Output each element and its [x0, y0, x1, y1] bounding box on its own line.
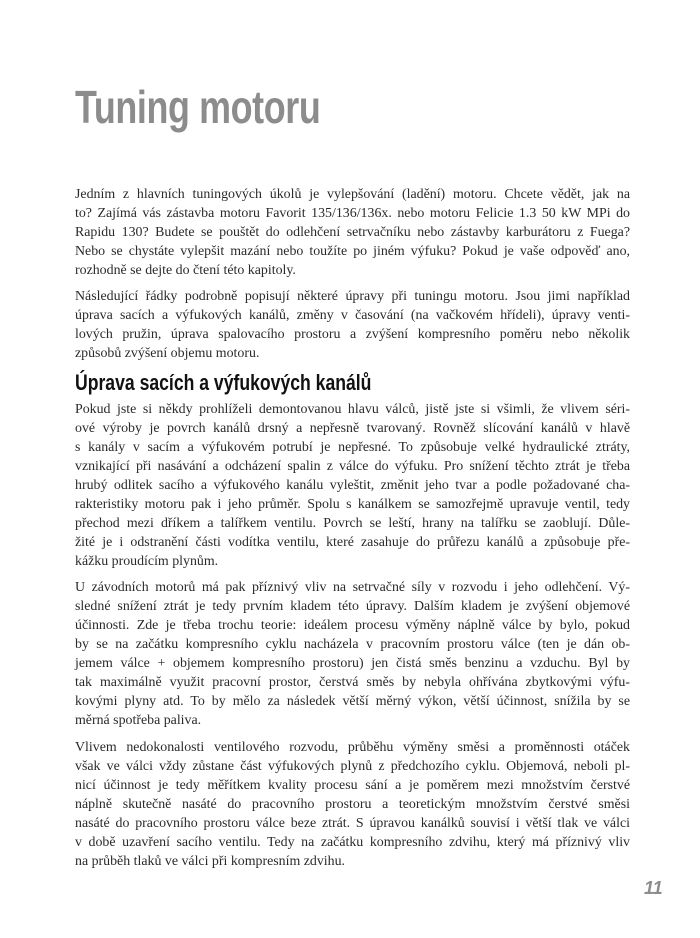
- text-line: na průběh tlaků ve válci při kompresním zdvihu.: [75, 854, 346, 869]
- text-line: Pokud jste si někdy prohlíželi demontovanou hlavu válců, jistě jste si všimli, že vlivem séri-: [75, 402, 630, 417]
- text-line: účinnosti. Zde je třeba trochu teorie: ideálem procesu výměny náplně válce by bylo, pokud: [75, 618, 630, 633]
- text-line: hrubý odlitek sacího a výfukového kanálu vyleštit, změnit jeho tvar a podle požadované cha-: [75, 478, 630, 493]
- section-heading: Úprava sacích a výfukových kanálů: [75, 370, 372, 395]
- text-line: rakteristiky motoru pak i jeho průměr. Spolu s kanálkem se samozřejmě upravuje ventil, tedy: [75, 497, 630, 512]
- text-line: s kanály v sacím a výfukovém potrubí je nepřesné. To způsobuje velké hydraulické ztráty,: [75, 440, 630, 455]
- text-line: ové výroby je povrch kanálů drsný a nepřesně tvarovaný. Rovněž slícování kanálů v hlavě: [75, 421, 630, 436]
- intro-paragraph-1: [75, 185, 630, 280]
- text-line: nasáté do pracovního prostoru válce beze ztrát. S úpravou kanálků souvisí i větší tlak ve válci: [75, 816, 630, 831]
- text-line: tak maximálně využit pracovní prostor, čerstvá směs by nebyla ohřívána zbytkovými výfu-: [75, 675, 630, 690]
- text-line: to? Zajímá vás zástavba motoru Favorit 135/136/136x. nebo motoru Felicie 1.3 50 kW MPi do: [75, 206, 630, 221]
- page-title: Tuning motoru: [75, 81, 321, 133]
- text-line: Jedním z hlavních tuningových úkolů je vylepšování (ladění) motoru. Chcete vědět, jak na: [75, 187, 630, 202]
- text-line: kážku proudícím plynům.: [75, 554, 219, 569]
- text-line: žité je i odstranění části vodítka ventilu, které zasahuje do průřezu kanálů a způsobuje pře-: [75, 535, 630, 550]
- text-line: sledné snížení ztrát je tedy prvním kladem této úpravy. Dalším kladem je zvýšení objemové: [75, 599, 630, 614]
- text-line: kovými plyny atd. To by mělo za následek větší měrný výkon, větší účinnost, snížila by se: [75, 694, 630, 709]
- text-line: Vlivem nedokonalosti ventilového rozvodu, průběhu výměny směsi a proměnnosti otáček: [75, 740, 630, 755]
- text-line: Nebo se chystáte vylepšit mazání nebo toužíte po jiném výfuku? Pokud je vaše odpověď ano,: [75, 244, 630, 259]
- text-line: v době uzavření sacího ventilu. Tedy na začátku kompresního zdvihu, který má příznivý vliv: [75, 835, 630, 850]
- text-line: však ve válci vždy zůstane část výfukových plynů z předchozího cyklu. Objemová, neboli pl-: [75, 759, 630, 774]
- text-line: přechod mezi dříkem a talířkem ventilu. Povrch se leští, hrany na talířku se zaoblují. Důle-: [75, 516, 630, 531]
- text-line: U závodních motorů má pak příznivý vliv na setrvačné síly v rozvodu i jeho odlehčení. Vý-: [75, 580, 630, 595]
- text-line: nicí účinnost je tedy měřítkem kvality procesu sání a je poměrem mezi množstvím čerstvé: [75, 778, 630, 793]
- text-line: rozhodně se dejte do čtení této kapitoly.: [75, 263, 296, 278]
- text-line: jemem válce + objemem kompresního prostoru) jen čistá směs benzinu a vzduchu. Byl by: [75, 656, 630, 671]
- text-line: by se na začátku kompresního cyklu nacházela v pracovním prostoru válce (ten je dán ob-: [75, 637, 630, 652]
- text-line: náplně skutečně nasáté do pracovního prostoru a teoretickým množstvím čerstvé směsi: [75, 797, 630, 812]
- text-line: Rapidu 130? Budete se pouštět do odlehčení setrvačníku nebo zástavby karburátoru z Fuega?: [75, 225, 630, 240]
- section-paragraph-2: [75, 578, 630, 730]
- intro-paragraph-2: [75, 287, 630, 363]
- text-line: úprava sacích a výfukových kanálů, změny v časování (na vačkovém hřídeli), úpravy venti-: [75, 308, 630, 323]
- page-number: 11: [644, 878, 663, 898]
- text-line: měrná spotřeba paliva.: [75, 713, 202, 728]
- section-paragraph-1: [75, 400, 630, 571]
- text-line: vznikající při nasávání a odcházení spalin z válce do výfuku. Pro snížení těchto ztrát je třeba: [75, 459, 630, 474]
- section-paragraph-3: [75, 738, 630, 871]
- text-line: způsobů zvýšení objemu motoru.: [75, 346, 260, 361]
- text-line: lových pružin, úprava spalovacího prostoru a zvýšení kompresního poměru nebo několik: [75, 327, 630, 342]
- text-line: Následující řádky podrobně popisují některé úpravy při tuningu motoru. Jsou jimi například: [75, 289, 630, 304]
